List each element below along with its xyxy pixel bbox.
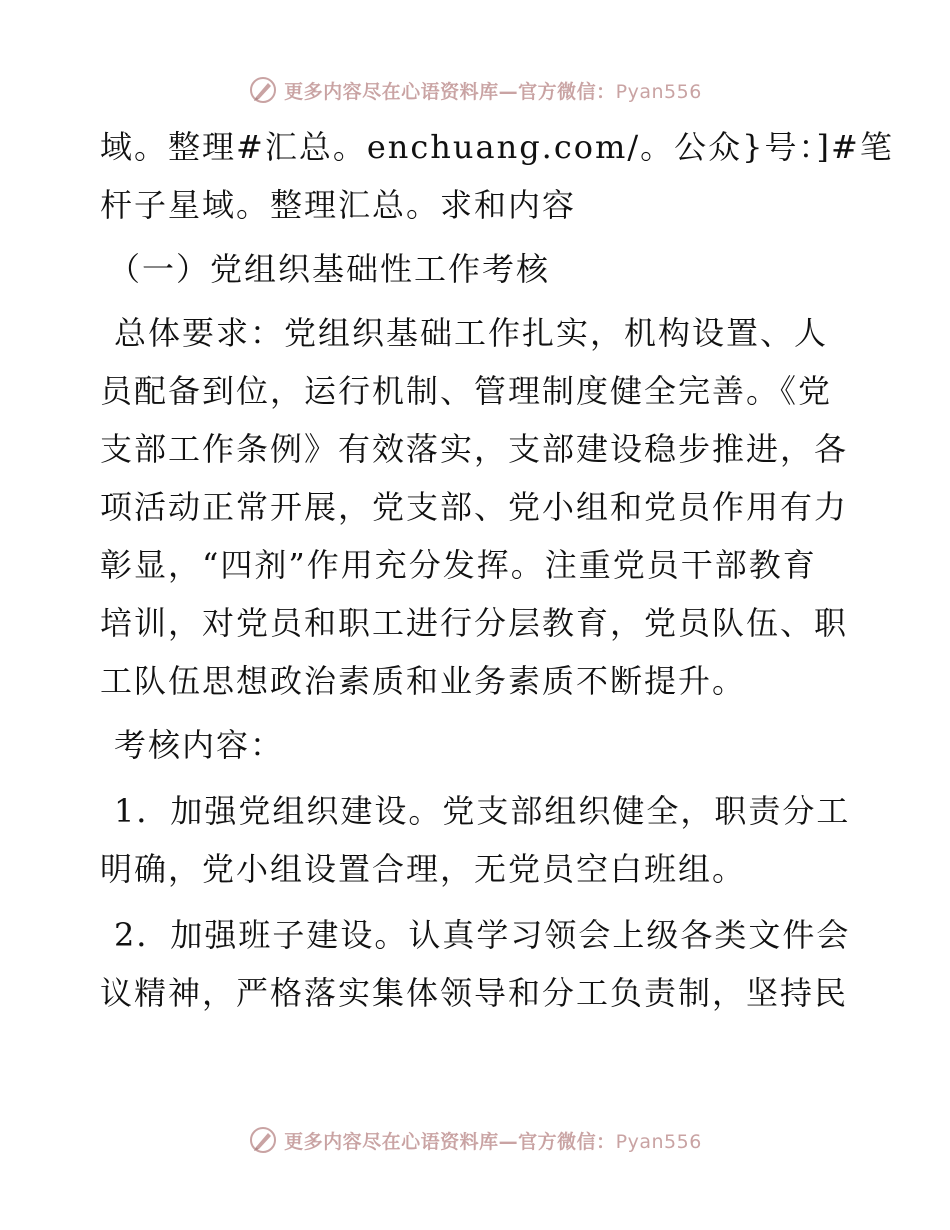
body-line-15: 议精神，严格落实集体领导和分工负责制，坚持民 [100,974,849,1012]
watermark-brand: 更多内容尽在心语资料库—官方微信： [284,80,616,103]
body-line-14: 2．加强班子建设。认真学习领会上级各类文件会 [114,916,851,954]
section-heading: （一）党组织基础性工作考核 [108,250,551,288]
quill-pen-logo-icon [248,75,278,105]
body-line-8: 彰显，“四剂”作用充分发挥。注重党员干部教育 [100,546,817,584]
body-line-4: 总体要求：党组织基础工作扎实，机构设置、人 [114,314,829,352]
watermark-text [284,1127,702,1154]
watermark-wechat-id: Pyan556 [615,1130,702,1153]
document-body [100,118,894,1022]
body-line-6: 支部工作条例》有效落实，支部建设稳步推进，各 [100,430,849,468]
body-line-12: 1．加强党组织建设。党支部组织健全，职责分工 [114,792,851,830]
body-line-7: 项活动正常开展，党支部、党小组和党员作用有力 [100,488,849,526]
body-line-10: 工队伍思想政治素质和业务素质不断提升。 [100,662,747,700]
body-line-1: 域。整理#汇总。enchuang.com/。公众}号：]#笔 [100,128,894,166]
body-line-13: 明确，党小组设置合理，无党员空白班组。 [100,850,747,888]
watermark-wechat-id: Pyan556 [615,80,702,103]
quill-pen-logo-icon [248,1125,278,1155]
body-line-5: 员配备到位，运行机制、管理制度健全完善。《党 [100,372,833,410]
body-line-9: 培训，对党员和职工进行分层教育，党员队伍、职 [100,604,849,642]
watermark-text [284,77,702,104]
body-line-2: 杆子星域。整理汇总。求和内容 [100,186,577,224]
footer-watermark [0,1122,950,1158]
header-watermark [0,72,950,108]
watermark-brand: 更多内容尽在心语资料库—官方微信： [284,1130,616,1153]
subheading-assessment-content: 考核内容： [114,726,285,764]
